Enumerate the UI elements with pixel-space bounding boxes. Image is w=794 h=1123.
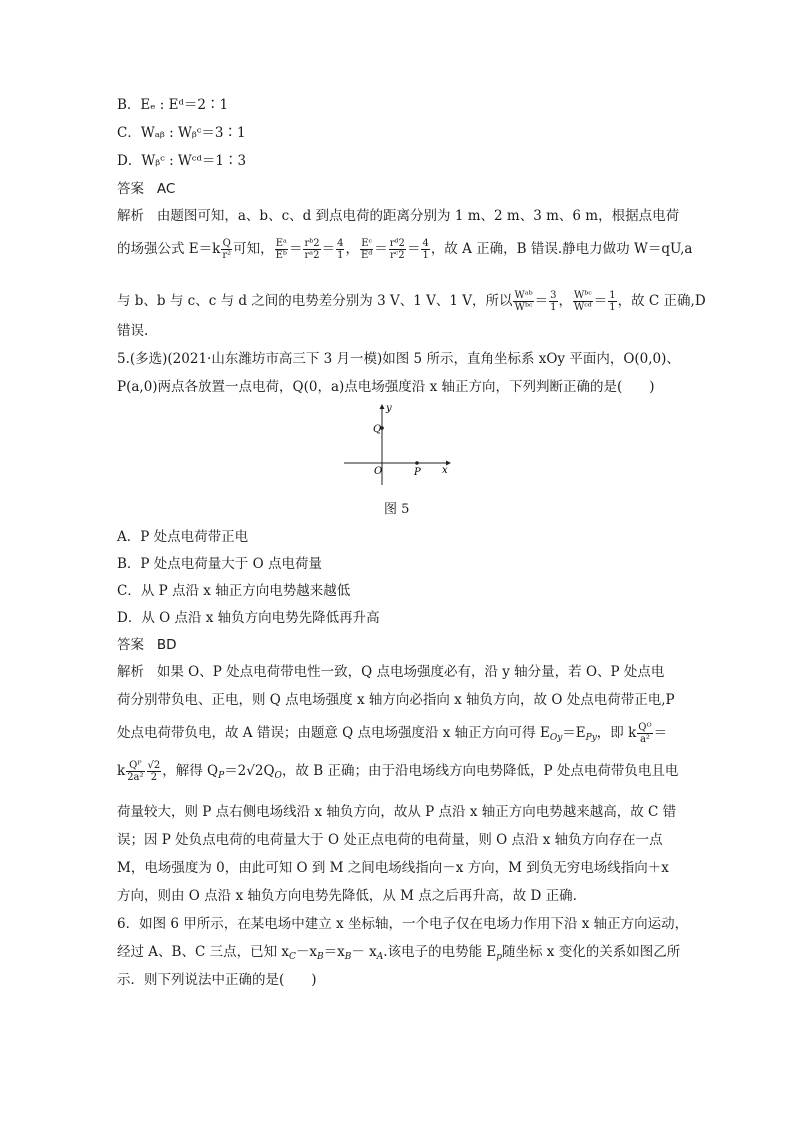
den: Eᵈ: [360, 250, 373, 261]
q6-stem-line3: 示．则下列说法中正确的是( ): [117, 972, 317, 988]
num: Qᴾ: [126, 760, 144, 772]
text: k: [117, 763, 126, 779]
num: 1: [609, 290, 616, 301]
option-d-prev: D．Wᵦᶜ : Wᶜᵈ＝1∶3: [117, 153, 247, 169]
num: Wᵃᵇ: [514, 290, 533, 301]
fraction-4-1: [336, 238, 344, 261]
sub: A: [376, 952, 384, 962]
answer-value: BD: [156, 637, 177, 653]
text: ＝E: [562, 725, 586, 741]
q5-analysis-line4: [117, 760, 678, 785]
fraction-ec-ed: [360, 238, 373, 261]
sub: C: [289, 952, 296, 962]
num: Q: [222, 238, 231, 249]
q5-analysis-line6: 误；因 P 处负点电荷的电荷量大于 O 处正点电荷的电荷量，则 O 点沿 x 轴负方向存在一点: [117, 832, 663, 848]
point-p: [415, 461, 419, 465]
fraction-qp-2a2: [126, 760, 144, 783]
q5-option-c: C．从 P 点沿 x 轴正方向电势越来越低: [117, 583, 351, 599]
text: ，即 k: [596, 725, 637, 741]
option-c-prev: C．Wₐᵦ : Wᵦᶜ＝3∶1: [117, 125, 246, 141]
den: rᵃ2: [304, 250, 320, 261]
text: 处点电荷带负电，故 A 错误；由题意 Q 点电场强度沿 x 轴正方向可得 E: [117, 725, 550, 741]
text: 随坐标 x 变化的关系如图乙所: [502, 944, 681, 960]
num: Qᴼ: [638, 722, 652, 733]
den: Eᵇ: [275, 250, 287, 261]
fraction-rd-rc: [389, 238, 406, 261]
fraction-wbc-wcd: [573, 290, 593, 313]
text: ，故 B 正确；由于沿电场线方向电势降低，P 处点电荷带负电且电: [281, 763, 679, 779]
q5-analysis-line1: [117, 663, 664, 681]
q5-analysis-line3: [117, 722, 667, 747]
num: √2: [147, 760, 161, 771]
sub: Py: [585, 733, 597, 743]
fraction-1-1: [608, 290, 616, 313]
label-q: Q: [373, 424, 382, 435]
num: Wᵇᶜ: [574, 290, 592, 301]
figure-5-coordinate-diagram: [336, 397, 456, 487]
num: rᵇ2: [304, 238, 320, 249]
fraction-ea-eb: [275, 238, 288, 261]
text: －x: [295, 944, 318, 960]
den: rᶜ2: [390, 250, 405, 261]
den: 1: [609, 302, 616, 313]
fraction-sqrt2-2: [147, 760, 162, 783]
q5-analysis-line7: M，电场强度为 0，由此可知 O 到 M 之间电场线指向－x 方向，M 到负无穷电场线指向＋x: [117, 860, 669, 876]
fraction-qo-a2: [637, 722, 652, 745]
den: a²: [639, 734, 650, 745]
den: Wᵇᶜ: [514, 302, 533, 313]
q5-stem-line1: 5.(多选)(2021·山东潍坊市高三下 3 月一模)如图 5 所示，直角坐标系 xOy 平面内，O(0,0)、: [117, 351, 680, 367]
den: 1: [337, 250, 344, 261]
analysis-label: 解析: [117, 208, 144, 224]
num: Eᶜ: [361, 238, 372, 249]
q5-stem-line2: P(a,0)两点各放置一点电荷，Q(0，a)点电场强度沿 x 轴正方向，下列判断正确的是( ): [117, 379, 655, 395]
q5-analysis-line2: 荷分别带负电、正电，则 Q 点电场强度 x 轴方向必指向 x 轴负方向，故 O 处点电荷带正电,P: [117, 692, 675, 708]
den: r²: [222, 250, 232, 261]
text: 如果 O、P 处点电荷带电性一致，Q 点电场强度必有，沿 y 轴分量，若 O、P 处点电: [156, 664, 665, 680]
text: 与 b、b 与 c、c 与 d 之间的电势差分别为 3 V、1 V、1 V，所以: [117, 293, 513, 309]
num: 4: [337, 238, 344, 249]
q6-stem-line2: [117, 943, 680, 966]
den: 1: [422, 250, 429, 261]
text: ＝2√2Q: [224, 763, 275, 779]
sub: Oy: [549, 733, 563, 743]
text: 可知，: [233, 241, 274, 257]
fraction-rb-ra: [303, 238, 320, 261]
den: 2: [150, 772, 158, 783]
num: Eᵃ: [275, 238, 287, 249]
answer-value: AC: [156, 181, 176, 197]
q5-analysis-line8: 方向，则由 O 点沿 x 轴负方向电势先降低，从 M 点之后再升高，故 D 正确.: [117, 888, 577, 904]
text: ，故 C 正确,D: [617, 293, 706, 309]
text: 由题图可知，a、b、c、d 到点电荷的距离分别为 1 m、2 m、3 m、6 m，根据点电荷: [156, 208, 680, 224]
fraction-wab-wbc: [513, 290, 533, 313]
num: rᵈ2: [389, 238, 405, 249]
label-o: O: [374, 466, 383, 477]
q5-answer: [117, 636, 177, 654]
den: 2a²: [127, 772, 144, 783]
num: 3: [550, 290, 557, 301]
den: Wᶜᵈ: [574, 302, 592, 313]
analysis-prev-line4: 错误.: [117, 323, 149, 339]
figure-5-caption: 图 5: [384, 502, 410, 517]
text: .该电子的电势能 E: [383, 944, 497, 960]
fraction-3-1: [549, 290, 557, 313]
analysis-label: 解析: [117, 664, 144, 680]
sub: p: [496, 952, 502, 962]
q6-stem-line1: 6．如图 6 甲所示，在某电场中建立 x 坐标轴，一个电子仅在电场力作用下沿 x 轴正方向运动，: [117, 916, 689, 932]
text: ，故 A 正确，B 错误.静电力做功 W＝qU,a: [430, 241, 693, 257]
text: ，解得 Q: [162, 763, 219, 779]
sub: B: [317, 952, 324, 962]
label-x: x: [442, 465, 448, 476]
text: － x: [351, 944, 377, 960]
sub: O: [274, 771, 282, 781]
answer-label: 答案: [117, 637, 144, 653]
q5-option-d: D．从 O 点沿 x 轴负方向电势先降低再升高: [117, 610, 380, 626]
y-axis-arrow-icon: [380, 404, 385, 409]
num: 4: [422, 238, 429, 249]
label-y: y: [386, 403, 392, 414]
text: 经过 A、B、C 三点，已知 x: [117, 944, 289, 960]
text: 的场强公式 E＝k: [117, 241, 221, 257]
fraction-4-1b: [421, 238, 429, 261]
option-b-prev: B．Eₑ : Eᵈ＝2∶1: [117, 97, 229, 113]
q5-analysis-line5: 荷量较大，则 P 点右侧电场线沿 x 轴负方向，故从 P 点沿 x 轴正方向电势越来越高，故 C 错: [117, 804, 677, 820]
analysis-prev-line3: 与 b、b 与 c、c 与 d 之间的电势差分别为 3 V、1 V、1 V，所以 $\frac{\text{Wᵃᵇ}}{\text{Wᵇᶜ}}$ ＝ $\frac{3}{1}$ ， $\frac{\text{Wᵇᶜ}}{\text{Wᶜᵈ}}$ ＝ $\frac{1}{1}$ ，故 C 正确,D: [117, 290, 706, 313]
text: ＝x: [323, 944, 345, 960]
den: 1: [550, 302, 557, 313]
label-p: P: [414, 467, 421, 478]
fraction-q-r2: [221, 238, 232, 261]
q5-option-a: A．P 处点电荷带正电: [117, 529, 249, 545]
q5-option-b: B．P 处点电荷量大于 O 点电荷量: [117, 556, 322, 572]
answer-prev: [117, 180, 175, 198]
analysis-prev-line2: 的场强公式 E＝k $\frac{Q}{\text{r²}}$ 可知， $\frac{\text{Eᵃ}}{\text{Eᵇ}}$ ＝ $\frac{\text{rᵇ2}}{\text{rᵃ2}}$ ＝ $\frac{4}{1}$ ， $\frac{\text{Eᶜ}}{\text{Eᵈ}}$ ＝ $\frac{\text{rᵈ2}}{\text{rᶜ2}}$ ＝ $\frac{4}{1}$ ，故 A 正确，B 错误.静电力做功 W＝qU,a: [117, 238, 693, 261]
analysis-prev-line1: [117, 207, 679, 225]
sub: P: [218, 771, 225, 781]
answer-label: 答案: [117, 181, 144, 197]
sub: B: [344, 952, 352, 962]
text: ＝: [653, 725, 668, 741]
